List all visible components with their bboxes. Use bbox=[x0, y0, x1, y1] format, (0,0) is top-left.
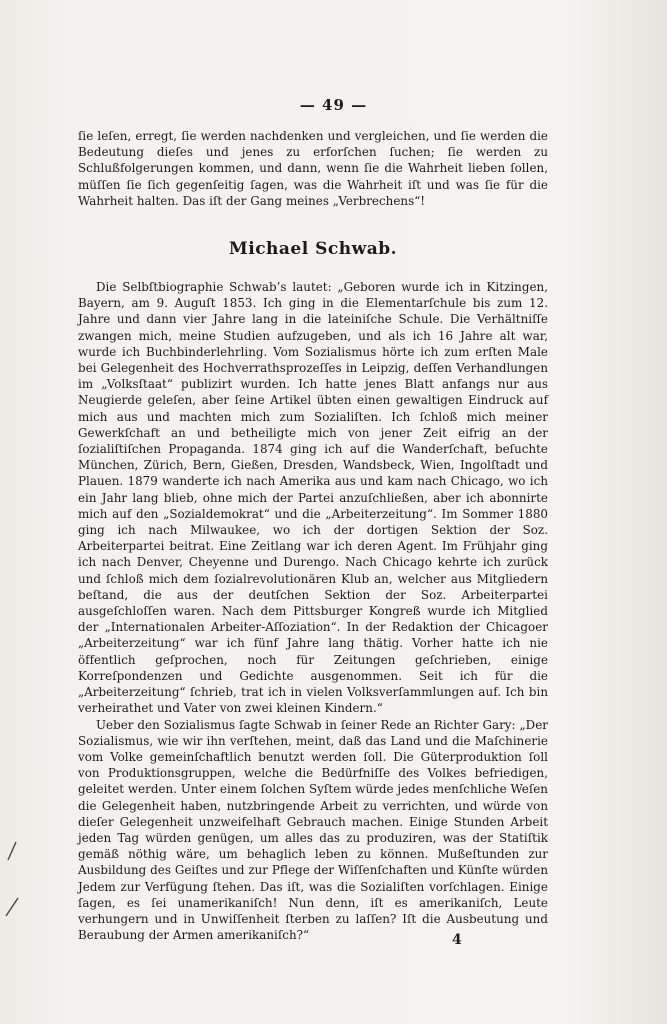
page-body bbox=[78, 128, 548, 943]
page-number: — 49 — bbox=[299, 96, 368, 114]
paragraph-continuation: ſie leſen, erregt, ſie werden nachdenken und vergleichen, und ſie werden die Bedeutung dieſes und jenes zu erforſchen ſuchen; ſie werden zu Schlußfolgerungen kommen, und dann, wenn ſie die Wahrheit lieben ſollen, müſſen ſie ſich gegenſeitig ſagen, was die Wahrheit iſt und was ſie für die Wahrheit halten. Das iſt der Gang meines „Verbrechens“! bbox=[78, 129, 548, 208]
paragraph-autobiography: Die Selbſtbiographie Schwab’s lautet: „Geboren wurde ich in Kitzingen, Bayern, am 9. Auguſt 1853. Ich ging in die Elementarſchule bis zum 12. Jahre und dann vier Jahre lang in die lateiniſche Schule. Die Verhältniſſe zwangen mich, meine Studien aufzugeben, und als ich 16 Jahre alt war, wurde ich Buchbinderlehrling. Vom Sozialismus hörte ich zum erſten Male bei Gelegenheit des Hochverrathsprozeſſes in Leipzig, deſſen Verhandlungen im „Volksſtaat“ publizirt wurden. Ich hatte jenes Blatt anfangs nur aus Neugierde geleſen, aber ſeine Artikel übten einen gewaltigen Eindruck auf mich aus und machten mich zum Sozialiſten. Ich ſchloß mich meiner Gewerkſchaft an und betheiligte mich von jener Zeit eifrig an der ſozialiſtiſchen Propaganda. 1874 ging ich auf die Wanderſchaft, beſuchte München, Zürich, Bern, Gießen, Dresden, Wandsbeck, Wien, Ingolſtadt und Plauen. 1879 wanderte ich nach Amerika aus und kam nach Chicago, wo ich ein Jahr lang blieb, ohne mich der Partei anzuſchließen, aber ich abonnirte mich auf den „Sozialdemokrat“ und die „Arbeiterzeitung“. Im Sommer 1880 ging ich nach Milwaukee, wo ich der dortigen Sektion der Soz. Arbeiterpartei beitrat. Eine Zeitlang war ich deren Agent. Im Frühjahr ging ich nach Denver, Cheyenne und Durengo. Nach Chicago kehrte ich zurück und ſchloß mich dem ſozialrevolutionären Klub an, welcher aus Mitgliedern beſtand, die aus der deutſchen Sektion der Soz. Arbeiterpartei ausgeſchloſſen waren. Nach dem Pittsburger Kongreß wurde ich Mitglied der „Internationalen Arbeiter-Aſſoziation“. In der Redaktion der Chicagoer „Arbeiterzeitung“ war ich fünf Jahre lang thätig. Vorher hatte ich nie öffentlich geſprochen, noch für Zeitungen geſchrieben, einige Korreſpondenzen und Gedichte ausgenommen. Seit ich für die „Arbeiterzeitung“ ſchrieb, trat ich in vielen Volksverſammlungen auf. Ich bin verheirathet und Vater von zwei kleinen Kindern.“ bbox=[78, 280, 548, 716]
section-heading: Michael Schwab. bbox=[228, 239, 398, 260]
paragraph-speech: Ueber den Sozialismus ſagte Schwab in ſeiner Rede an Richter Gary: „Der Sozialismus, wie wir ihn verſtehen, meint, daß das Land und die Maſchinerie vom Volke gemeinſchaftlich benutzt werden ſoll. Die Güterproduktion ſoll von Produktionsgruppen, welche die Bedürfniſſe des Volkes befriedigen, geleitet werden. Unter einem ſolchen Syſtem würde jedes menſchliche Weſen die Gelegenheit haben, nutzbringende Arbeit zu verrichten, und würde von dieſer Gelegenheit unzweifelhaft Gebrauch machen. Einige Stunden Arbeit jeden Tag würden genügen, um alles das zu produziren, was der Statiſtik gemäß nöthig wäre, um behaglich leben zu können. Mußeſtunden zur Ausbildung des Geiſtes und zur Pflege der Wiſſenſchaften und Künſte würden Jedem zur Verfügung ſtehen. Das iſt, was die Sozialiſten vorſchlagen. Einige ſagen, es ſei unamerikaniſch! Nun denn, iſt es amerikaniſch, Leute verhungern und in Unwiſſenheit ſterben zu laſſen? Iſt die Ausbeutung und Beraubung der Armen amerikaniſch?“ bbox=[78, 717, 548, 943]
signature-mark: 4 bbox=[452, 932, 462, 948]
pencil-mark-icon bbox=[2, 840, 22, 920]
